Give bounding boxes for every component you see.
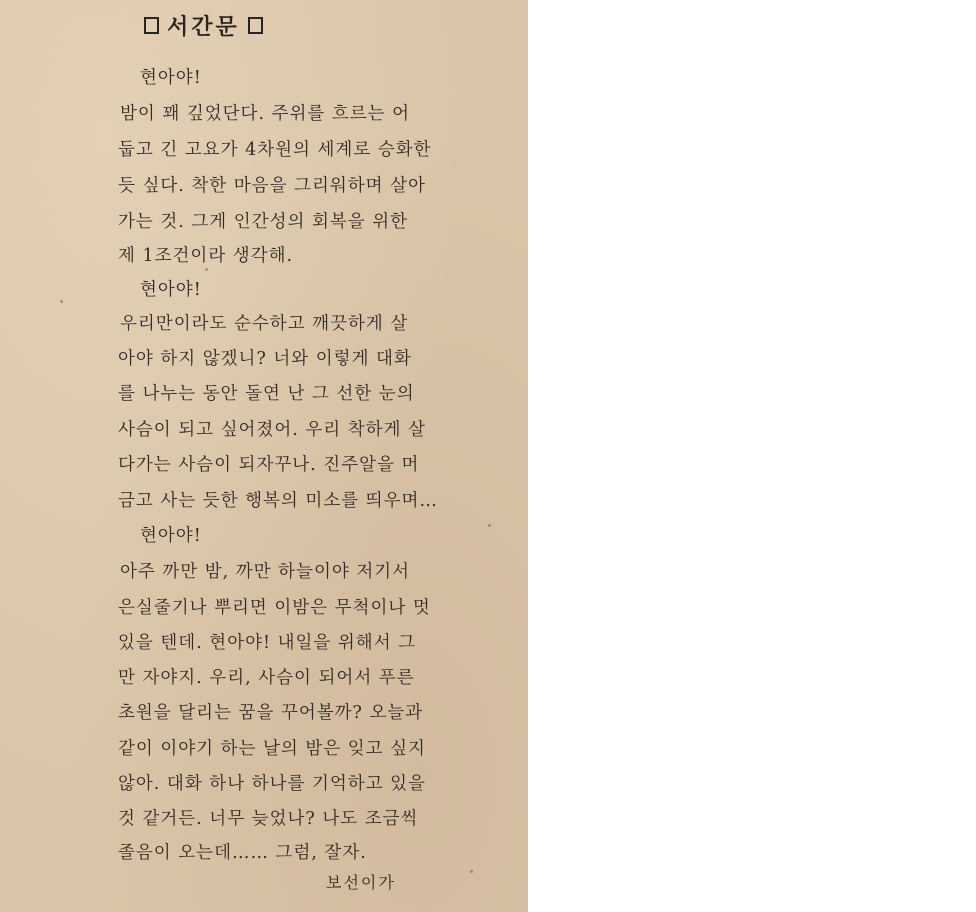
paper-speck bbox=[488, 524, 491, 527]
paper-speck bbox=[205, 268, 208, 271]
text-line: 같이 이야기 하는 날의 밤은 잊고 싶지 bbox=[118, 739, 426, 759]
signature: 보선이가 bbox=[326, 873, 396, 892]
text-line: 밤이 꽤 깊었단다. 주위를 흐르는 어 bbox=[120, 104, 411, 124]
text-line: 둡고 긴 고요가 4차원의 세계로 승화한 bbox=[118, 140, 432, 160]
text-line: 사슴이 되고 싶어졌어. 우리 착하게 살 bbox=[118, 420, 426, 440]
title-text: 서간문 bbox=[167, 15, 240, 40]
text-line: 를 나누는 동안 돌연 난 그 선한 눈의 bbox=[118, 384, 415, 404]
paper-speck bbox=[60, 300, 63, 303]
text-line: 제 1조건이라 생각해. bbox=[118, 246, 294, 266]
paper-speck bbox=[470, 870, 473, 873]
text-line: 다가는 사슴이 되자꾸나. 진주알을 머 bbox=[118, 455, 420, 475]
text-line: 졸음이 오는데…… 그럼, 잘자. bbox=[118, 843, 367, 863]
text-line: 현아야! bbox=[140, 526, 202, 546]
text-line: 초원을 달리는 꿈을 꾸어볼까? 오늘과 bbox=[118, 703, 424, 723]
text-line: 가는 것. 그게 인간성의 회복을 위한 bbox=[118, 212, 409, 232]
text-line: 만 자야지. 우리, 사슴이 되어서 푸른 bbox=[118, 668, 415, 688]
text-line: 아야 하지 않겠니? 너와 이렇게 대화 bbox=[118, 349, 412, 369]
square-outline-icon bbox=[144, 17, 159, 34]
text-line: 아주 까만 밤, 까만 하늘이야 저기서 bbox=[120, 562, 411, 582]
square-outline-icon bbox=[248, 17, 263, 34]
text-line: 은실줄기나 뿌리면 이밤은 무척이나 멋 bbox=[118, 598, 431, 618]
text-line: 우리만이라도 순수하고 깨끗하게 살 bbox=[120, 314, 409, 334]
document-title bbox=[144, 10, 263, 41]
text-line: 현아야! bbox=[140, 68, 202, 88]
text-line: 금고 사는 듯한 행복의 미소를 띄우며… bbox=[118, 491, 438, 511]
text-line: 않아. 대화 하나 하나를 기억하고 있을 bbox=[118, 774, 426, 794]
text-line: 있을 텐데. 현아야! 내일을 위해서 그 bbox=[118, 633, 417, 653]
text-line: 현아야! bbox=[140, 280, 202, 300]
text-line: 듯 싶다. 착한 마음을 그리워하며 살아 bbox=[118, 176, 426, 196]
text-line: 것 같거든. 너무 늦었나? 나도 조금씩 bbox=[118, 809, 419, 829]
